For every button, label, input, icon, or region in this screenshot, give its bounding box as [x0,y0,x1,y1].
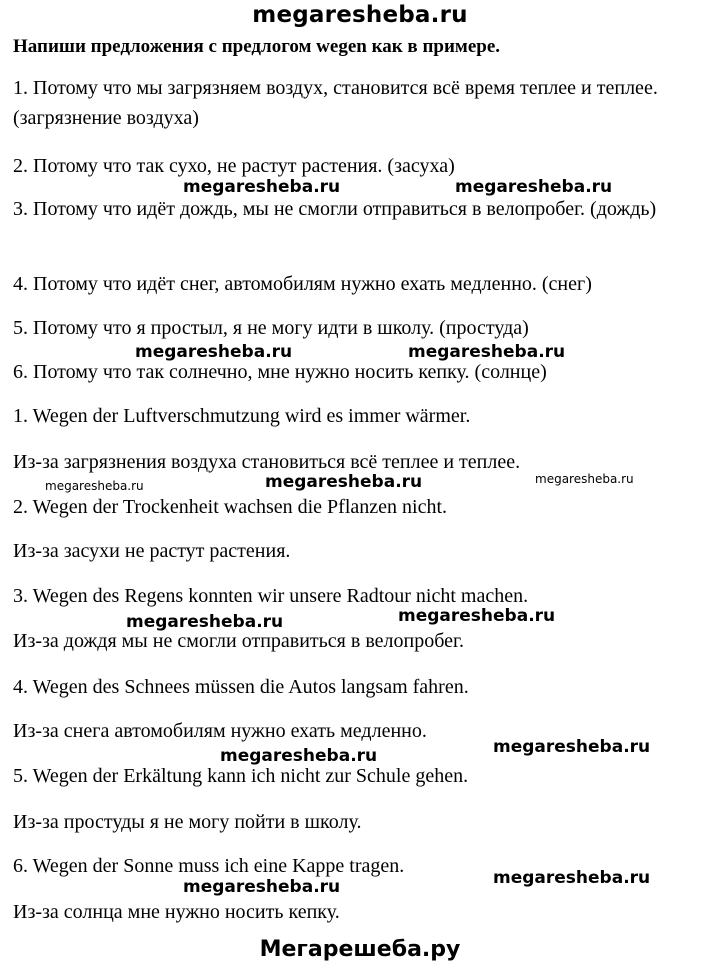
task-title: Напиши предложения с предлогом wegen как в примере. [13,36,501,57]
watermark: megaresheba.ru [45,479,144,493]
question-5: 5. Потому что я простыл, я не могу идти в школу. (простуда) [13,317,529,339]
question-2: 2. Потому что так сухо, не растут растения. (засуха) [13,155,455,177]
watermark: megaresheba.ru [398,606,556,626]
site-footer: Мегарешеба.ру [259,937,461,962]
watermark: megaresheba.ru [126,612,284,632]
watermark: megaresheba.ru [535,472,634,486]
answer-3-de: 3. Wegen des Regens konnten wir unsere Radtour nicht machen. [13,585,529,607]
site-header: megaresheba.ru [252,2,468,28]
answer-6-de: 6. Wegen der Sonne muss ich eine Kappe tragen. [13,855,405,877]
answer-5-ru: Из-за простуды я не могу пойти в школу. [13,811,362,833]
answer-4-ru: Из-за снега автомобилям нужно ехать медленно. [13,720,427,742]
watermark: megaresheba.ru [135,342,293,362]
answer-1-de: 1. Wegen der Luftverschmutzung wird es immer wärmer. [13,405,471,427]
watermark: megaresheba.ru [455,177,613,197]
answer-1-ru: Из-за загрязнения воздуха становиться всё теплее и теплее. [13,451,521,473]
watermark: megaresheba.ru [408,342,566,362]
watermark: megaresheba.ru [183,877,341,897]
answer-5-de: 5. Wegen der Erkältung kann ich nicht zur Schule gehen. [13,765,469,787]
question-6: 6. Потому что так солнечно, мне нужно носить кепку. (солнце) [13,361,547,383]
answer-2-de: 2. Wegen der Trockenheit wachsen die Pflanzen nicht. [13,496,448,518]
question-1: 1. Потому что мы загрязняем воздух, становится всё время теплее и теплее. (загрязнение воздуха) [13,77,658,129]
answer-6-ru: Из-за солнца мне нужно носить кепку. [13,901,340,923]
watermark: megaresheba.ru [220,746,378,766]
watermark: megaresheba.ru [493,737,651,757]
answer-3-ru: Из-за дождя мы не смогли отправиться в велопробег. [13,630,464,652]
question-4: 4. Потому что идёт снег, автомобилям нужно ехать медленно. (снег) [13,273,592,295]
watermark: megaresheba.ru [265,472,423,492]
question-3: 3. Потому что идёт дождь, мы не смогли отправиться в велопробег. (дождь) [13,198,657,220]
answer-4-de: 4. Wegen des Schnees müssen die Autos langsam fahren. [13,676,469,698]
answer-2-ru: Из-за засухи не растут растения. [13,540,291,562]
watermark: megaresheba.ru [493,868,651,888]
watermark: megaresheba.ru [183,177,341,197]
